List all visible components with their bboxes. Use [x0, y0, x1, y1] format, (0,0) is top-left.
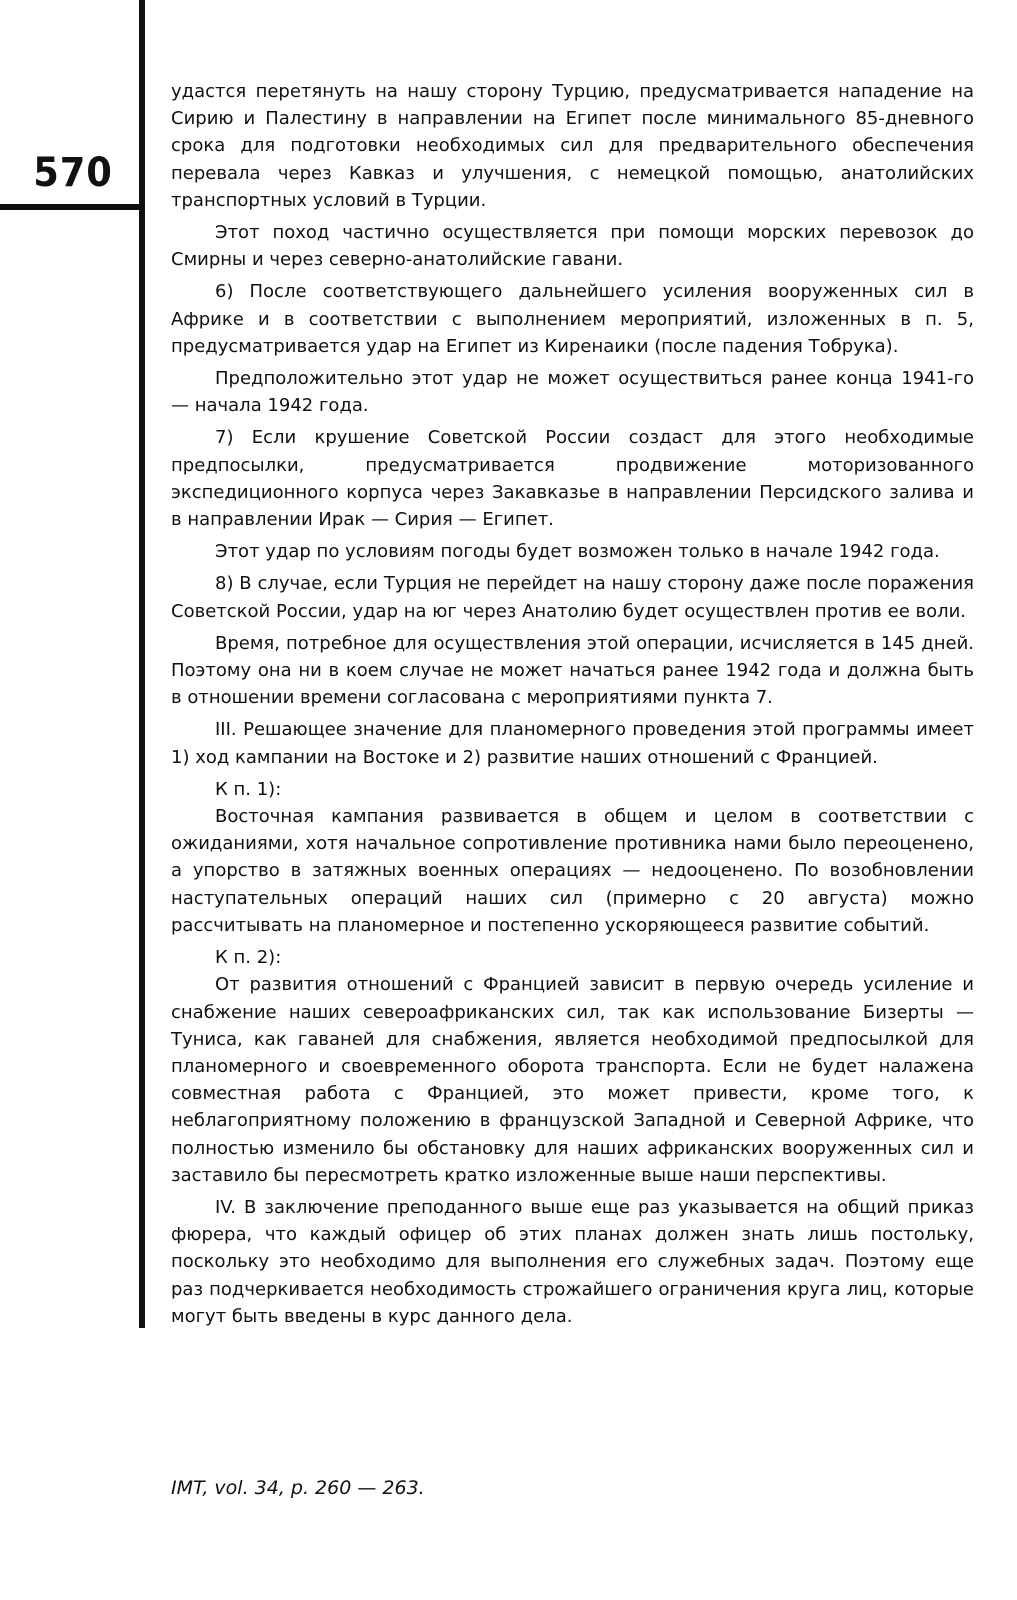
paragraph-11: Восточная кампания развивается в общем и целом в соответствии с ожиданиями, хотя начальное сопротивление противника нами было переоценено, а упорство в затяжных военных операциях — недооценено. По возобновлении наступательных операций наших сил (примерно с 20 августа) можно рассчитывать на планомерное и постепенно ускоряющееся развитие событий. [171, 806, 974, 936]
paragraph-5: 7) Если крушение Советской России создаст для этого необходимые предпосылки, предусматривается продвижение моторизованного экспедиционного корпуса через Закавказье в направлении Персидского залива и в направлении Ирак — Сирия — Египет. [171, 427, 974, 531]
paragraph-12: К п. 2): [215, 947, 282, 969]
paragraph-2: Этот поход частично осуществляется при помощи морских перевозок до Смирны и через северно-анатолийские гавани. [171, 222, 974, 271]
paragraph-14: IV. В заключение преподанного выше еще раз указывается на общий приказ фюрера, что каждый офицер об этих планах должен знать лишь постольку, поскольку это необходимо для выполнения его служебных задач. Поэтому еще раз подчеркивается необходимость строжайшего ограничения круга лиц, которые могут быть введены в курс данного дела. [171, 1196, 974, 1327]
body-text [171, 78, 974, 1335]
paragraph-13: От развития отношений с Францией зависит в первую очередь усиление и снабжение наших североафриканских сил, так как использование Бизерты — Туниса, как гаваней для снабжения, является необходимой предпосылкой для планомерного и своевременного оборота транспорта. Если не будет налажена совместная работа с Францией, это может привести, кроме того, к неблагоприятному положению в французской Западной и Северной Африке, что полностью изменило бы обстановку для наших африканских вооруженных сил и заставило бы пересмотреть кратко изложенные выше наши перспективы. [171, 974, 974, 1186]
page-number-rule [0, 204, 140, 210]
paragraph-1: удастся перетянуть на нашу сторону Турцию, предусматривается нападение на Сирию и Палестину в направлении на Египет после минимального 85-дневного срока для подготовки необходимых сил для предварительного обеспечения перевала через Кавказ и улучшения, с немецкой помощью, анатолийских транспортных условий в Турции. [171, 81, 974, 211]
paragraph-4: Предположительно этот удар не может осуществиться ранее конца 1941-го — начала 1942 года. [171, 368, 974, 417]
paragraph-10: К п. 1): [215, 778, 282, 800]
paragraph-8: Время, потребное для осуществления этой операции, исчисляется в 145 дней. Поэтому она ни в коем случае не может начаться ранее 1942 года и должна быть в отношении времени согласована с мероприятиями пункта 7. [171, 632, 974, 709]
paragraph-3: 6) После соответствующего дальнейшего усиления вооруженных сил в Африке и в соответствии с выполнением мероприятий, изложенных в п. 5, предусматривается удар на Египет из Киренаики (после падения Тобрука). [171, 281, 974, 357]
source-citation: IMT, vol. 34, p. 260 — 263. [171, 1477, 425, 1499]
paragraph-7: 8) В случае, если Турция не перейдет на нашу сторону даже после поражения Советской России, удар на юг через Анатолию будет осуществлен против ее воли. [171, 573, 974, 622]
paragraph-9: III. Решающее значение для планомерного проведения этой программы имеет 1) ход кампании на Востоке и 2) развитие наших отношений с Францией. [171, 719, 974, 768]
page-number: 570 [33, 150, 113, 196]
paragraph-6: Этот удар по условиям погоды будет возможен только в начале 1942 года. [215, 541, 940, 563]
margin-vertical-rule [139, 0, 145, 1328]
